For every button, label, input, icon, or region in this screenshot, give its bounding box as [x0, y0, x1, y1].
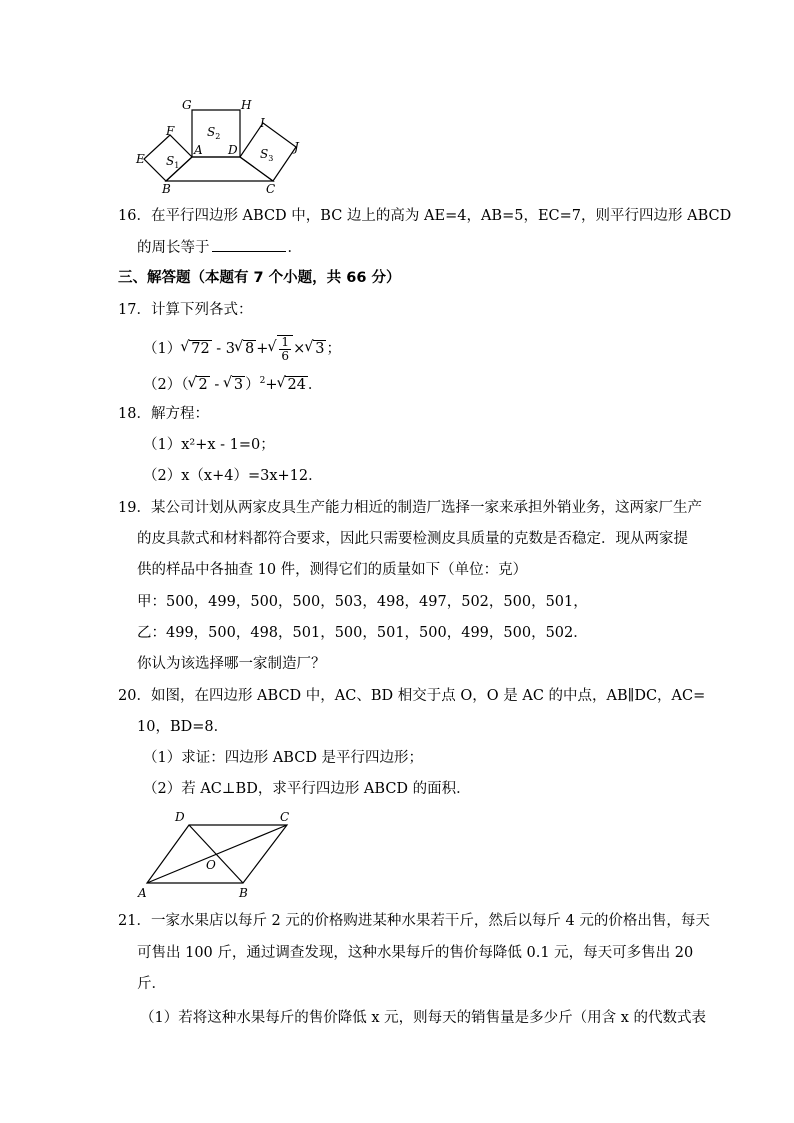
radical-72: √ 72 [181, 334, 211, 364]
label-g: G [182, 98, 192, 112]
q16-line2 [137, 237, 302, 258]
q20-line1: 20．如图，在四边形 ABCD 中，AC、BD 相交于点 O，O 是 AC 的中点，AB∥DC，AC= [118, 688, 706, 704]
q21-line2: 可售出 100 斤，通过调查发现，这种水果每斤的售价每降低 0.1 元，每天可多售出 20 [137, 945, 694, 961]
label-o: O [206, 858, 216, 872]
q20-line2: 10，BD=8． [137, 719, 229, 735]
label-h: H [241, 98, 252, 112]
label-j: J [294, 140, 299, 154]
label-a: A [194, 143, 203, 157]
q17-p1-plus: + [256, 341, 269, 357]
q16-line2-end: ． [287, 240, 302, 256]
q20-part2: （2）若 AC⊥BD，求平行四边形 ABCD 的面积． [143, 781, 471, 797]
figure-parallelogram [130, 805, 300, 900]
q19-data-yi: 乙：499，500，498，501，500，501，500，499，500，502． [137, 625, 588, 641]
q17-stem: 17．计算下列各式： [118, 302, 253, 318]
q18-part2: （2）x（x+4）=3x+12． [143, 468, 323, 484]
q17-p2-open: （ [181, 376, 189, 393]
radical-2: √ 2 [188, 375, 209, 395]
q17-p1-times: × [293, 341, 306, 357]
q17-p2-plus: + [265, 376, 278, 393]
q17-p1-minus: - 3 [211, 341, 236, 357]
radical-frac: √ $\frac{1}{6}$ [268, 334, 293, 364]
label-c: C [266, 182, 276, 196]
label-e: E [136, 152, 145, 166]
radical-3b: √ 3 [224, 375, 245, 395]
q17-p2-square: 2 [259, 376, 266, 386]
radical-24: √ 24 [277, 375, 307, 395]
area-s3: $S_3$ [260, 147, 274, 163]
q19-question: 你认为该选择哪一家制造厂？ [137, 656, 326, 672]
label-b: B [162, 182, 171, 196]
q16-line1: 16．在平行四边形 ABCD 中，BC 边上的高为 AE=4，AB=5，EC=7，则平行四边形 ABCD [118, 208, 732, 224]
q17-part1 [143, 334, 341, 364]
label-a2: A [138, 886, 147, 900]
q17-p1-label: （1） [143, 341, 182, 357]
label-f: F [166, 124, 175, 138]
label-d2: D [175, 810, 185, 824]
q18-stem: 18．解方程： [118, 406, 209, 422]
q19-data-jia: 甲：500，499，500，500，503，498，497，502，500，501， [137, 594, 588, 610]
q17-p1-end: ； [326, 341, 341, 357]
label-i: I [260, 116, 265, 130]
q21-part1: （1）若将这种水果每斤的售价降低 x 元，则每天的销售量是多少斤（用含 x 的代数式表 [140, 1010, 707, 1026]
q17-p2-minus: - [209, 376, 224, 393]
figure-squares-trapezoid [128, 95, 318, 200]
q17-part2 [143, 371, 322, 395]
q19-line2: 的皮具款式和材料都符合要求，因此只需要检测皮具质量的克数是否稳定．现从两家提 [137, 531, 688, 547]
q20-part1: （1）求证：四边形 ABCD 是平行四边形； [143, 750, 424, 766]
q17-p2-end: ． [307, 376, 323, 393]
area-s2: $S_2$ [207, 125, 221, 141]
radical-3: √ 3 [305, 334, 326, 364]
section-3-heading: 三、解答题（本题有 7 个小题，共 66 分） [118, 270, 401, 286]
q19-line3: 供的样品中各抽查 10 件，测得它们的质量如下（单位：克） [137, 562, 528, 578]
label-b2: B [239, 886, 248, 900]
q21-line3: 斤． [137, 976, 166, 992]
diagonal-bd [189, 825, 243, 883]
radical-8: √ 8 [235, 334, 256, 364]
q21-line1: 21．一家水果店以每斤 2 元的价格购进某种水果若干斤，然后以每斤 4 元的价格出售，每天 [118, 913, 710, 929]
q19-line1: 19．某公司计划从两家皮具生产能力相近的制造厂选择一家来承担外销业务，这两家厂生产 [118, 500, 702, 516]
answer-blank [212, 237, 286, 252]
q18-part1: （1）x²+x - 1=0； [143, 437, 275, 453]
q17-p2-label: （2） [143, 376, 182, 393]
q17-p2-close: ） [245, 376, 260, 393]
label-c2: C [280, 810, 290, 824]
label-d: D [228, 143, 238, 157]
area-s1: $S_1$ [166, 154, 180, 170]
q16-line2-text: 的周长等于 [137, 240, 210, 256]
